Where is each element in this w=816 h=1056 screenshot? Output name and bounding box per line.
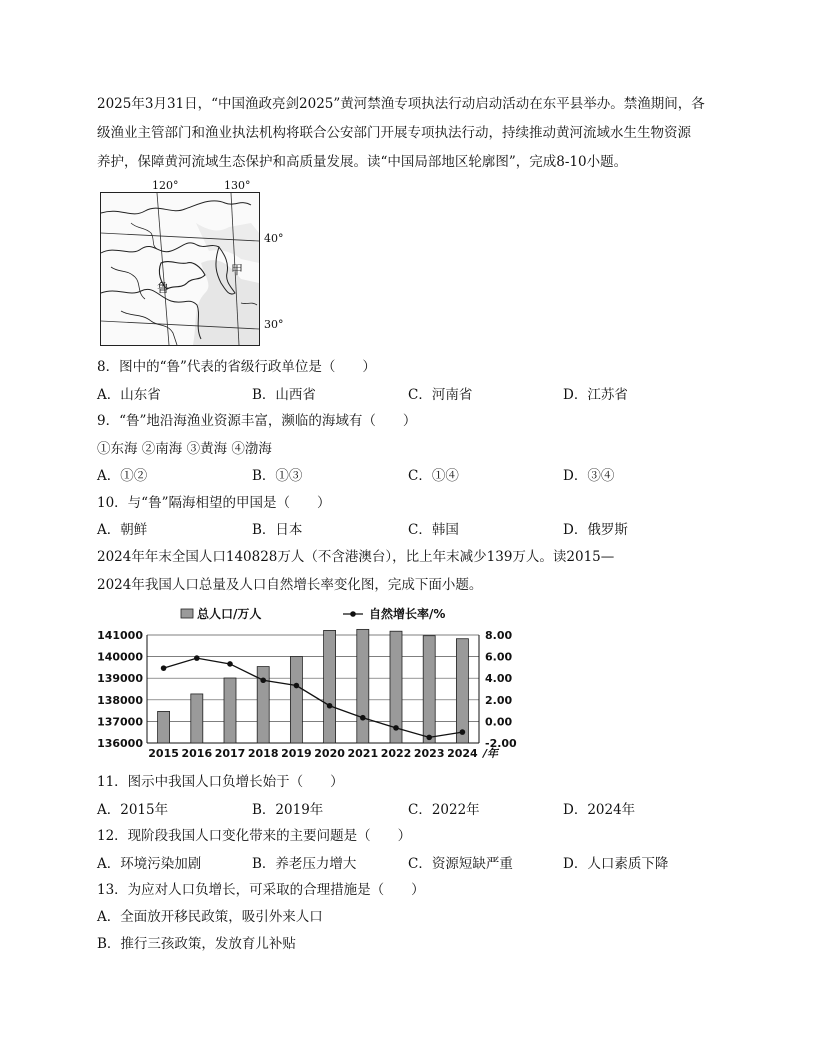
x-axis-tick-label: 2024 [447,747,478,760]
china-region-map [100,192,260,346]
map-lon-label-130: 130° [224,179,251,192]
growth-rate-point [393,725,399,731]
q13-option-b: B．推行三孩政策，发放育儿补贴 [97,936,296,952]
population-bar [324,630,336,743]
x-axis-tick-label: 2020 [314,747,345,760]
growth-rate-point [227,661,233,667]
q10-option-d: D．俄罗斯 [563,522,628,538]
q13-option-a: A．全面放开移民政策，吸引外来人口 [97,909,323,925]
x-axis-tick-label: 2021 [347,747,379,760]
q8-option-a: A．山东省 [97,387,161,403]
growth-rate-point [460,729,466,735]
growth-rate-point [294,683,300,689]
q10-option-a: A．朝鲜 [97,522,148,538]
q8-option-b: B．山西省 [252,387,316,403]
population-bar [357,629,369,743]
q9-option-d: D．③④ [563,468,615,484]
growth-rate-point [426,735,432,741]
growth-rate-line [164,658,463,737]
q8-option-c: C．河南省 [408,387,473,403]
growth-rate-point [260,677,266,683]
left-axis-tick-label: 137000 [97,715,143,729]
population-bar [290,656,302,743]
right-axis-tick-label: 6.00 [485,650,513,664]
population-bar [456,639,468,743]
legend-line-label: 自然增长率/% [369,607,446,621]
legend-bar-swatch [181,609,193,618]
q12-stem: 12．现阶段我国人口变化带来的主要问题是（ ） [97,828,412,844]
growth-rate-point [360,715,366,721]
x-axis-tick-label: 2022 [380,747,412,760]
right-axis-tick-label: 8.00 [485,629,513,642]
x-axis-tick-label: 2023 [413,747,445,760]
right-axis-tick-label: -2.00 [485,737,517,750]
q9-option-a: A．①② [97,468,148,484]
q13-stem: 13．为应对人口负增长，可采取的合理措施是（ ） [97,882,425,898]
intro2-line-1: 2024年年末全国人口140828万人（不含港澳台），比上年末减少139万人。读2015— [97,549,615,565]
legend-bar-label: 总人口/万人 [197,607,262,621]
q9-choices: ①东海 ②南海 ③黄海 ④渤海 [97,441,272,457]
intro-line-1: 2025年3月31日，“中国渔政亮剑2025”黄河禁渔专项执法行动启动活动在东平县举办。禁渔期间，各 [97,96,705,112]
left-axis-tick-label: 139000 [97,672,143,686]
map-label-lu: 鲁 [157,281,170,295]
intro-line-3: 养护，保障黄河流域生态保护和高质量发展。读“中国局部地区轮廓图”，完成8-10小题。 [97,154,628,170]
q10-option-c: C．韩国 [408,522,459,538]
population-bar [191,694,203,743]
q11-option-c: C．2022年 [408,802,480,818]
x-axis-unit-label: /年 [483,747,499,760]
map-lat-label-30: 30° [264,318,284,331]
population-bar [224,678,236,743]
map-label-jia: 甲 [231,263,244,277]
population-chart [97,603,517,763]
growth-rate-point [194,655,200,661]
left-axis-tick-label: 140000 [97,650,143,664]
q8-option-d: D．江苏省 [563,387,628,403]
q12-option-b: B．养老压力增大 [252,856,357,872]
map-lat-label-40: 40° [264,232,284,245]
left-axis-tick-label: 136000 [97,737,143,750]
q9-stem: 9．“鲁”地沿海渔业资源丰富，濒临的海域有（ ） [97,413,417,429]
x-axis-tick-label: 2016 [181,747,213,760]
q9-option-b: B．①③ [252,468,303,484]
right-axis-tick-label: 4.00 [485,672,513,686]
q8-stem: 8．图中的“鲁”代表的省级行政单位是（ ） [97,359,376,375]
right-axis-tick-label: 2.00 [485,693,513,707]
left-axis-tick-label: 138000 [97,693,143,707]
x-axis-tick-label: 2018 [247,747,279,760]
population-bar [423,636,435,743]
map-lon-label-120: 120° [152,179,179,192]
q12-option-d: D．人口素质下降 [563,856,669,872]
q12-option-c: C．资源短缺严重 [408,856,513,872]
q11-option-d: D．2024年 [563,802,636,818]
population-bar [158,711,170,743]
q12-option-a: A．环境污染加剧 [97,856,202,872]
legend-line-marker [350,611,356,617]
q9-option-c: C．①④ [408,468,459,484]
q11-stem: 11．图示中我国人口负增长始于（ ） [97,774,344,790]
intro-line-2: 级渔业主管部门和渔业执法机构将联合公安部门开展专项执法行动，持续推动黄河流域水生生物资源 [97,125,691,141]
x-axis-tick-label: 2015 [148,747,179,760]
intro2-line-2: 2024年我国人口总量及人口自然增长率变化图，完成下面小题。 [97,577,483,593]
q10-option-b: B．日本 [252,522,303,538]
right-axis-tick-label: 0.00 [485,715,513,729]
growth-rate-point [161,665,167,671]
x-axis-tick-label: 2017 [214,747,246,760]
growth-rate-point [327,703,333,709]
left-axis-tick-label: 141000 [97,629,143,642]
q10-stem: 10．与“鲁”隔海相望的甲国是（ ） [97,495,331,511]
q11-option-a: A．2015年 [97,802,169,818]
x-axis-tick-label: 2019 [281,747,312,760]
q11-option-b: B．2019年 [252,802,324,818]
